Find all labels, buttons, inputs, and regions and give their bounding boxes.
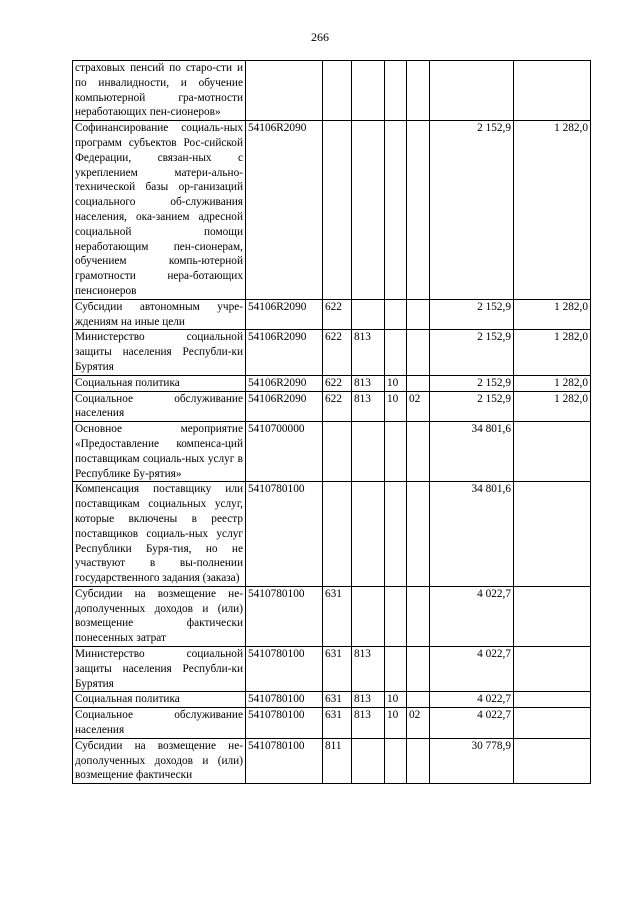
row-pr-cell: 02	[407, 391, 430, 422]
row-grbs-cell: 813	[352, 375, 385, 391]
row-vr-cell: 631	[323, 692, 352, 708]
row-rz-cell	[385, 121, 407, 300]
table-row	[73, 299, 591, 330]
row-rz-cell	[385, 299, 407, 330]
row-name-cell: Субсидии на возмещение не-дополученных доходов и (или) возмещение фактически	[73, 738, 246, 783]
row-sum1-cell: 2 152,9	[430, 299, 514, 330]
table-row	[73, 121, 591, 300]
row-rz-cell	[385, 586, 407, 646]
row-rz-cell: 10	[385, 375, 407, 391]
row-name-cell: Основное мероприятие «Предоставление компенса-ций поставщикам социаль-ных услуг в Республике Бу-рятия»	[73, 422, 246, 482]
row-name-cell: Министерство социальной защиты населения Республи-ки Бурятия	[73, 647, 246, 692]
row-sum1-cell: 4 022,7	[430, 708, 514, 739]
row-sum2-cell: 1 282,0	[514, 299, 591, 330]
row-vr-cell: 622	[323, 391, 352, 422]
row-csr-cell: 5410780100	[246, 647, 323, 692]
row-rz-cell	[385, 422, 407, 482]
row-sum1-cell: 30 778,9	[430, 738, 514, 783]
row-pr-cell	[407, 61, 430, 121]
row-sum2-cell: 1 282,0	[514, 330, 591, 375]
row-name-cell: Социальное обслуживание населения	[73, 708, 246, 739]
row-name-cell: Субсидии на возмещение не-дополученных доходов и (или) возмещение фактически понесенных затрат	[73, 586, 246, 646]
row-rz-cell	[385, 647, 407, 692]
row-grbs-cell: 813	[352, 391, 385, 422]
row-csr-cell: 54106R2090	[246, 121, 323, 300]
row-sum1-cell: 34 801,6	[430, 482, 514, 587]
row-rz-cell: 10	[385, 391, 407, 422]
row-pr-cell	[407, 692, 430, 708]
row-name-cell: Социальная политика	[73, 692, 246, 708]
page-number: 266	[311, 30, 329, 44]
budget-table	[72, 60, 591, 784]
table-row	[73, 330, 591, 375]
row-vr-cell: 631	[323, 708, 352, 739]
row-sum2-cell: 1 282,0	[514, 121, 591, 300]
row-csr-cell: 54106R2090	[246, 299, 323, 330]
table-row	[73, 586, 591, 646]
table-row	[73, 391, 591, 422]
row-sum1-cell: 4 022,7	[430, 586, 514, 646]
row-csr-cell: 54106R2090	[246, 330, 323, 375]
row-name-cell: страховых пенсий по старо-сти и по инвалидности, и обучение компьютерной гра-мотности неработающих пен-сионеров»	[73, 61, 246, 121]
row-vr-cell	[323, 422, 352, 482]
row-vr-cell: 811	[323, 738, 352, 783]
row-sum1-cell: 4 022,7	[430, 692, 514, 708]
row-csr-cell: 54106R2090	[246, 375, 323, 391]
row-grbs-cell: 813	[352, 692, 385, 708]
row-grbs-cell	[352, 586, 385, 646]
table-row	[73, 738, 591, 783]
row-sum2-cell: 1 282,0	[514, 391, 591, 422]
row-grbs-cell	[352, 121, 385, 300]
row-grbs-cell: 813	[352, 708, 385, 739]
row-pr-cell	[407, 422, 430, 482]
row-name-cell: Компенсация поставщику или поставщикам социальных услуг, которые включены в реестр поставщиков социаль-ных услуг Республики Буря-тия, но не участвуют в вы-полнении государственного задания (заказа)	[73, 482, 246, 587]
row-grbs-cell	[352, 299, 385, 330]
row-grbs-cell	[352, 61, 385, 121]
row-pr-cell	[407, 586, 430, 646]
row-csr-cell: 54106R2090	[246, 391, 323, 422]
row-sum1-cell: 34 801,6	[430, 422, 514, 482]
row-grbs-cell: 813	[352, 647, 385, 692]
table-row	[73, 422, 591, 482]
row-sum1-cell: 2 152,9	[430, 375, 514, 391]
row-csr-cell: 5410780100	[246, 738, 323, 783]
row-pr-cell	[407, 738, 430, 783]
table-row	[73, 482, 591, 587]
row-vr-cell: 631	[323, 647, 352, 692]
row-sum2-cell	[514, 422, 591, 482]
row-name-cell: Социальное обслуживание населения	[73, 391, 246, 422]
row-vr-cell	[323, 482, 352, 587]
row-sum2-cell	[514, 586, 591, 646]
row-csr-cell: 5410780100	[246, 708, 323, 739]
row-name-cell: Софинансирование социаль-ных программ субъектов Рос-сийской Федерации, связан-ных с укреплением матери-ально-технической базы ор-ганизаций социального об-служивания населения, ока-занием адресной социальной помощи неработающим пен-сионерам, обучением компь-ютерной грамотности нера-ботающих пенсионеров	[73, 121, 246, 300]
row-vr-cell	[323, 61, 352, 121]
row-sum1-cell	[430, 61, 514, 121]
row-pr-cell	[407, 330, 430, 375]
row-grbs-cell: 813	[352, 330, 385, 375]
row-sum2-cell	[514, 708, 591, 739]
table-row	[73, 647, 591, 692]
row-csr-cell	[246, 61, 323, 121]
row-sum1-cell: 2 152,9	[430, 121, 514, 300]
row-vr-cell: 622	[323, 375, 352, 391]
row-csr-cell: 5410780100	[246, 482, 323, 587]
row-rz-cell	[385, 482, 407, 587]
row-vr-cell: 622	[323, 299, 352, 330]
row-sum2-cell	[514, 738, 591, 783]
row-sum2-cell	[514, 647, 591, 692]
table-row	[73, 708, 591, 739]
row-rz-cell	[385, 61, 407, 121]
row-rz-cell	[385, 738, 407, 783]
row-sum1-cell: 2 152,9	[430, 391, 514, 422]
row-grbs-cell	[352, 482, 385, 587]
row-sum1-cell: 4 022,7	[430, 647, 514, 692]
row-sum2-cell: 1 282,0	[514, 375, 591, 391]
table-row	[73, 61, 591, 121]
table-row	[73, 692, 591, 708]
row-csr-cell: 5410780100	[246, 586, 323, 646]
row-pr-cell	[407, 647, 430, 692]
row-rz-cell: 10	[385, 708, 407, 739]
row-grbs-cell	[352, 738, 385, 783]
row-vr-cell: 622	[323, 330, 352, 375]
row-pr-cell: 02	[407, 708, 430, 739]
row-sum2-cell	[514, 692, 591, 708]
row-vr-cell	[323, 121, 352, 300]
row-sum2-cell	[514, 61, 591, 121]
row-sum2-cell	[514, 482, 591, 587]
table-row	[73, 375, 591, 391]
row-csr-cell: 5410700000	[246, 422, 323, 482]
row-grbs-cell	[352, 422, 385, 482]
row-name-cell: Министерство социальной защиты населения Республи-ки Бурятия	[73, 330, 246, 375]
row-rz-cell	[385, 330, 407, 375]
row-rz-cell: 10	[385, 692, 407, 708]
row-csr-cell: 5410780100	[246, 692, 323, 708]
row-sum1-cell: 2 152,9	[430, 330, 514, 375]
row-pr-cell	[407, 375, 430, 391]
row-pr-cell	[407, 121, 430, 300]
row-name-cell: Субсидии автономным учре-ждениям на иные цели	[73, 299, 246, 330]
row-pr-cell	[407, 482, 430, 587]
row-vr-cell: 631	[323, 586, 352, 646]
row-name-cell: Социальная политика	[73, 375, 246, 391]
row-pr-cell	[407, 299, 430, 330]
